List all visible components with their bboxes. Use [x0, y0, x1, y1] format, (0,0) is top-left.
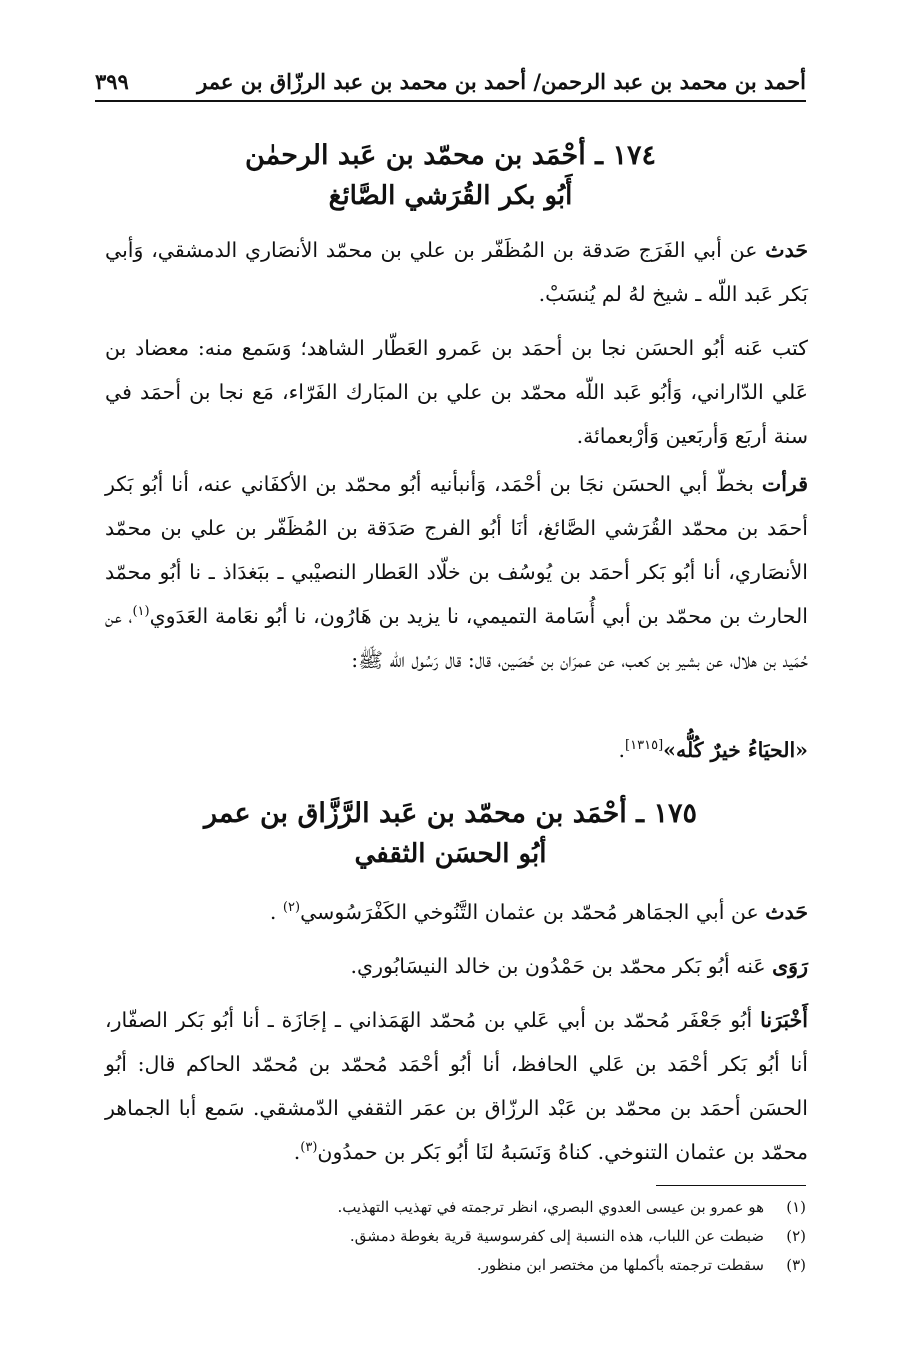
entry-175-p1-lead: حَدث	[765, 900, 808, 924]
entry-174-hadith-line	[105, 728, 808, 772]
entry-175-p3-lead: أَخْبَرَنا	[760, 1008, 808, 1032]
entry-175-paragraph-1	[105, 890, 808, 934]
hadith-text: «الحيَاءُ خيرٌ كُلُّه»	[663, 738, 808, 762]
hadith-end: .	[618, 738, 626, 762]
entry-174-p1-text: عن أبي الفَرَج صَدقة بن المُظَفّر بن علي بن محمّد الأنصَاري الدمشقي، وَأبي بَكر عَبد اللّه ـ شيخ لهُ لم يُنسَبْ.	[105, 238, 808, 306]
entry-175-p1-end: .	[269, 900, 283, 924]
page-number: ٣٩٩	[95, 69, 129, 94]
entry-174-subtitle: أَبُو بكر القُرَشي الصَّائغ	[328, 181, 573, 211]
entry-174-paragraph-1	[105, 228, 808, 316]
entry-174-title: ١٧٤ ـ أحْمَد بن محمّد بن عَبد الرحمٰن	[245, 140, 656, 171]
running-header	[95, 58, 806, 94]
entry-174-paragraph-3	[105, 462, 808, 682]
footnote-item	[95, 1251, 806, 1280]
entry-174-p3-text2: ، عن حُمَيد بن هلال، عن بشير بن كعب، عن عمرَان بن حُصَين، قال: قال رَسُول الله ﷺ:	[105, 604, 808, 672]
entry-175-p3-end: .	[293, 1140, 301, 1164]
running-title: أحمد بن محمد بن عبد الرحمن/ أحمد بن محمد بن عبد الرزّاق بن عمر	[197, 69, 806, 94]
entry-174-p2-text: كتب عَنه أبُو الحسَن نجا بن أحمَد بن عَمرو العَطّار الشاهد؛ وَسَمع منه: معضاد بن عَلي الدّاراني، وَأبُو عَبد اللّه محمّد بن علي بن المبَارك الفَرّاء، مَع نجا بن أحمَد في سنة أربَع وَأربَعين وَأرْبعمائة.	[105, 336, 808, 448]
footnote-ref-1: (١)	[132, 604, 150, 620]
footnote-ref-2: (٢)	[282, 900, 301, 916]
hadith-reference: [١٣١٥]	[625, 738, 664, 754]
entry-175-p2-text: عَنه أبُو بَكر محمّد بن حَمْدُون بن خالد النيسَابُوري.	[350, 954, 773, 978]
entry-175-p1-text: عن أبي الجمَاهر مُحمّد بن عثمان التَّنُوخي الكَفْرَسُوسي	[300, 900, 766, 924]
entry-174-p3-lead: قرأت	[761, 472, 808, 496]
entry-175-paragraph-3	[105, 998, 808, 1174]
entry-175-p2-lead: رَوَى	[772, 954, 808, 978]
footnote-number: (٣)	[786, 1256, 806, 1274]
footnote-item	[95, 1222, 806, 1251]
footnote-item	[95, 1193, 806, 1222]
entry-174-paragraph-2	[105, 326, 808, 458]
entry-174-p3-text: بخطّ أبي الحسَن نجَا بن أحْمَد، وَأنبأنيه أبُو محمّد بن الأكفَاني عنه، أنا أبُو بَكر أحمَد بن محمّد القُرَشي الصَّائغ، أنَا أبُو الفرج صَدَقة بن المُظَفّر بن علي بن محمّد الأنصَاري، أنا أبُو بَكر أحمَد بن يُوسُف بن خلّاد العَطار النصيْبي ـ ببَغدَاذ ـ نا أبُو محمّد الحارث بن محمّد بن أبي أُسَامة التميمي، نا يزيد بن هَارُون، نا أبُو نعَامة العَدَوي	[105, 472, 808, 628]
footnote-text: سقطت ترجمته بأكملها من مختصر ابن منظور.	[476, 1256, 764, 1274]
header-rule	[95, 100, 806, 102]
footnote-number: (٢)	[786, 1227, 806, 1245]
footnote-rule	[656, 1185, 806, 1186]
footnote-text: هو عمرو بن عيسى العدوي البصري، انظر ترجمته في تهذيب التهذيب.	[337, 1198, 764, 1216]
entry-175-paragraph-2	[105, 944, 808, 988]
entry-175-p3-text: أبُو جَعْفَر مُحمّد بن أبي عَلي بن مُحمّد الهَمَذاني ـ إجَازَة ـ أنا أبُو بَكر الصفّار، أنا أبُو بَكر أحْمَد بن عَلي الحافظ، أنا أبُو أحْمَد مُحمّد بن مُحمّد الحاكم قال: أبُو الحسَن أحمَد بن محمّد بن عَبْد الرزّاق بن عمَر الثقفي الدّمشقي. سَمع أبا الجماهر محمّد بن عثمان التنوخي. كناهُ وَنَسَبهُ لنَا أبُو بَكر بن حمدُون	[105, 1008, 808, 1164]
entry-175-title: ١٧٥ ـ أحْمَد بن محمّد بن عَبد الرَّزَّاق بن عمر	[203, 798, 698, 829]
footnote-number: (١)	[786, 1198, 806, 1216]
footnote-ref-3: (٣)	[300, 1140, 318, 1156]
footnotes	[95, 1193, 806, 1280]
entry-174-p1-lead: حَدث	[765, 238, 808, 262]
footnote-text: ضبطت عن اللباب، هذه النسبة إلى كفرسوسية قرية بغوطة دمشق.	[349, 1227, 764, 1245]
entry-175-subtitle: أبُو الحسَن الثقفي	[354, 839, 547, 869]
